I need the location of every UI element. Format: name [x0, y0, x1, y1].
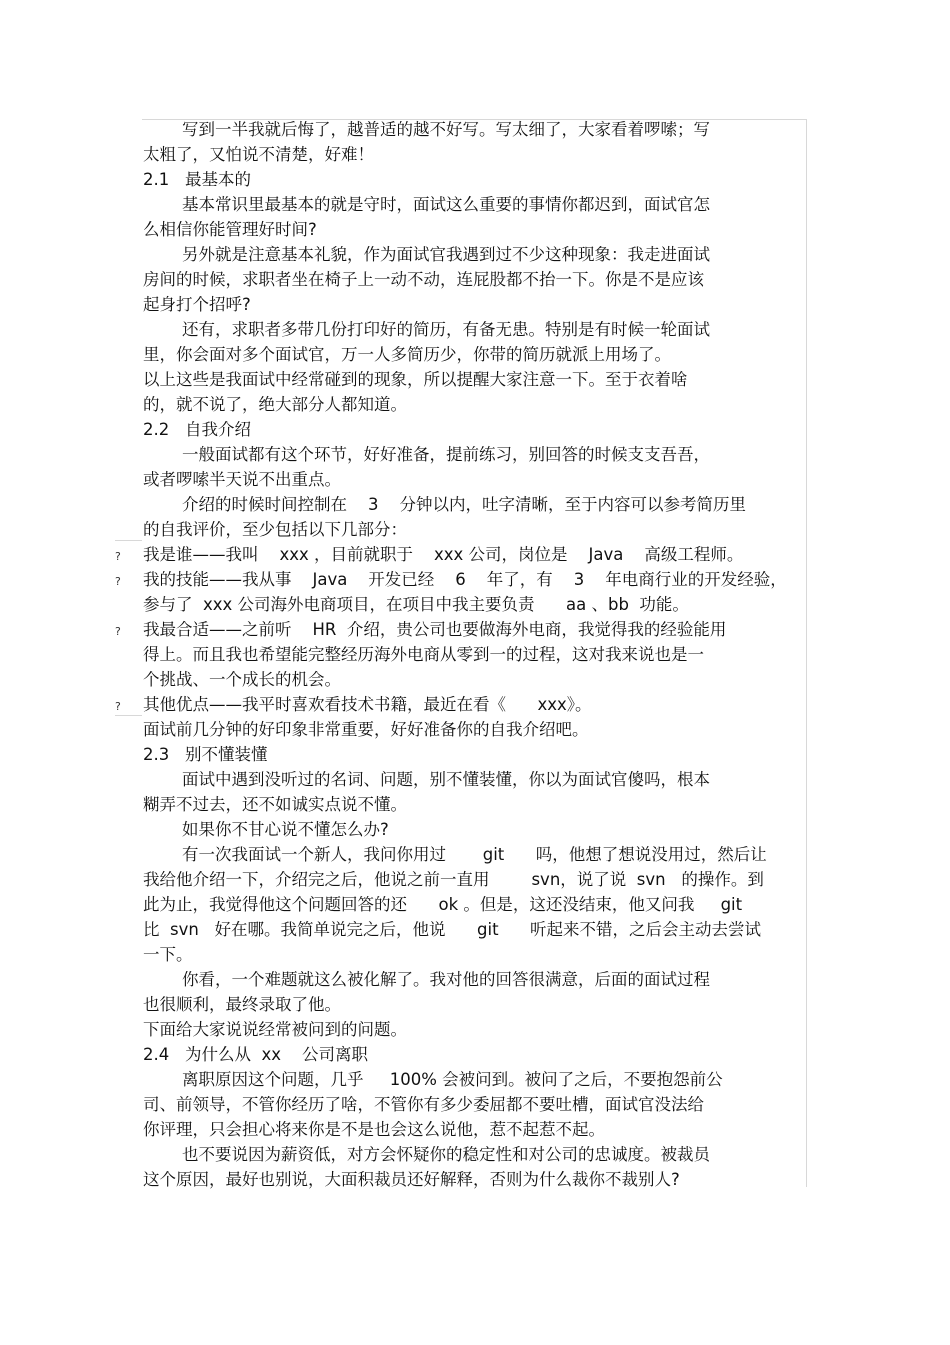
line-text: 也不要说因为薪资低，对方会怀疑你的稳定性和对公司的忠诚度。被裁员: [182, 1145, 710, 1164]
text-line: [0, 967, 950, 992]
text-line: [0, 1017, 950, 1042]
text-line: [0, 917, 950, 942]
bullet-marker: ?: [115, 625, 121, 638]
line-text: 的自我评价，至少包括以下几部分：: [143, 520, 407, 539]
line-text: 房间的时候，求职者坐在椅子上一动不动，连屁股都不抬一下。你是不是应该: [143, 270, 704, 289]
line-text: 你看，一个难题就这么被化解了。我对他的回答很满意，后面的面试过程: [182, 970, 710, 989]
text-line: [0, 617, 950, 642]
section-heading: [0, 1042, 950, 1067]
bullet-marker: ?: [115, 575, 121, 588]
bullet-marker: ?: [115, 700, 121, 713]
text-line: [0, 817, 950, 842]
line-text: 面试前几分钟的好印象非常重要，好好准备你的自我介绍吧。: [143, 720, 589, 739]
section-heading: [0, 167, 950, 192]
text-line: [0, 892, 950, 917]
text-line: [0, 942, 950, 967]
line-text: 另外就是注意基本礼貌，作为面试官我遇到过不少这种现象：我走进面试: [182, 245, 710, 264]
line-text: 糊弄不过去，还不如诚实点说不懂。: [143, 795, 407, 814]
line-text: 有一次我面试一个新人，我问你用过 git 吗，他想了想说没用过，然后让: [182, 845, 767, 864]
line-text: 司、前领导，不管你经历了啥，不管你有多少委屈都不要吐槽，面试官没法给: [143, 1095, 704, 1114]
line-text: 一下。: [143, 945, 193, 964]
line-text: 2.1 最基本的: [143, 170, 251, 189]
text-line: [0, 1117, 950, 1142]
text-line: [0, 142, 950, 167]
section-heading: [0, 742, 950, 767]
line-text: 2.4 为什么从 xx 公司离职: [143, 1045, 368, 1064]
line-text: 下面给大家说说经常被问到的问题。: [143, 1020, 407, 1039]
line-text: 你评理，只会担心将来你是不是也会这么说他，惹不起惹不起。: [143, 1120, 605, 1139]
line-text: 其他优点——我平时喜欢看技术书籍，最近在看《 xxx》。: [143, 695, 592, 714]
text-line: [0, 317, 950, 342]
text-line: [0, 567, 950, 592]
line-text: 里，你会面对多个面试官，万一人多简历少，你带的简历就派上用场了。: [143, 345, 671, 364]
line-text: 参与了 xxx 公司海外电商项目，在项目中我主要负责 aa 、bb 功能。: [143, 595, 689, 614]
line-text: 此为止，我觉得他这个问题回答的还 ok 。但是，这还没结束，他又问我 git: [143, 895, 743, 914]
line-text: 还有，求职者多带几份打印好的简历，有备无患。特别是有时候一轮面试: [182, 320, 710, 339]
text-line: [0, 992, 950, 1017]
text-line: [0, 517, 950, 542]
line-text: 以上这些是我面试中经常碰到的现象，所以提醒大家注意一下。至于衣着啥: [143, 370, 688, 389]
text-line: [0, 1142, 950, 1167]
section-heading: [0, 417, 950, 442]
line-text: 如果你不甘心说不懂怎么办?: [182, 820, 389, 839]
text-line: [0, 392, 950, 417]
line-text: 这个原因，最好也别说，大面积裁员还好解释，否则为什么裁你不裁别人?: [143, 1170, 680, 1189]
text-line: [0, 292, 950, 317]
text-line: [0, 692, 950, 717]
text-line: [0, 767, 950, 792]
line-text: 离职原因这个问题，几乎 100% 会被问到。被问了之后，不要抱怨前公: [182, 1070, 723, 1089]
text-line: [0, 867, 950, 892]
text-line: [0, 242, 950, 267]
line-text: 面试中遇到没听过的名词、问题，别不懂装懂，你以为面试官傻吗，根本: [182, 770, 710, 789]
line-text: 的，就不说了，绝大部分人都知道。: [143, 395, 407, 414]
text-line: [0, 492, 950, 517]
line-text: 得上。而且我也希望能完整经历海外电商从零到一的过程，这对我来说也是一: [143, 645, 704, 664]
text-line: [0, 792, 950, 817]
line-text: 比 svn 好在哪。我简单说完之后，他说 git 听起来不错，之后会主动去尝试: [143, 920, 762, 939]
line-text: 我最合适——之前听 HR 介绍，贵公司也要做海外电商，我觉得我的经验能用: [143, 620, 727, 639]
line-text: 我的技能——我从事 Java 开发已经 6 年了，有 3 年电商行业的开发经验，: [143, 570, 787, 589]
text-line: [0, 667, 950, 692]
line-text: 或者啰嗦半天说不出重点。: [143, 470, 341, 489]
text-line: [0, 542, 950, 567]
line-text: 我是谁——我叫 xxx ，目前就职于 xxx 公司，岗位是 Java 高级工程师。: [143, 545, 744, 564]
text-line: [0, 117, 950, 142]
line-text: 太粗了，又怕说不清楚，好难！: [143, 145, 374, 164]
text-line: [0, 592, 950, 617]
text-line: [0, 367, 950, 392]
text-line: [0, 1067, 950, 1092]
line-text: 起身打个招呼?: [143, 295, 251, 314]
text-line: [0, 442, 950, 467]
bullet-marker: ?: [115, 550, 121, 563]
text-line: [0, 1167, 950, 1192]
text-line: [0, 217, 950, 242]
text-line: [0, 342, 950, 367]
text-line: [0, 192, 950, 217]
line-text: 2.3 别不懂装懂: [143, 745, 268, 764]
text-line: [0, 642, 950, 667]
line-text: 2.2 自我介绍: [143, 420, 251, 439]
line-text: 介绍的时候时间控制在 3 分钟以内，吐字清晰，至于内容可以参考简历里: [182, 495, 746, 514]
text-line: [0, 467, 950, 492]
line-text: 么相信你能管理好时间?: [143, 220, 317, 239]
line-text: 一般面试都有这个环节，好好准备，提前练习，别回答的时候支支吾吾，: [182, 445, 710, 464]
line-text: 写到一半我就后悔了，越普适的越不好写。写太细了，大家看着啰嗦；写: [182, 120, 710, 139]
line-text: 也很顺利，最终录取了他。: [143, 995, 341, 1014]
line-text: 我给他介绍一下，介绍完之后，他说之前一直用 svn，说了说 svn 的操作。到: [143, 870, 764, 889]
line-text: 个挑战、一个成长的机会。: [143, 670, 341, 689]
text-line: [0, 842, 950, 867]
text-line: [0, 267, 950, 292]
text-line: [0, 1092, 950, 1117]
text-line: [0, 717, 950, 742]
line-text: 基本常识里最基本的就是守时，面试这么重要的事情你都迟到，面试官怎: [182, 195, 710, 214]
